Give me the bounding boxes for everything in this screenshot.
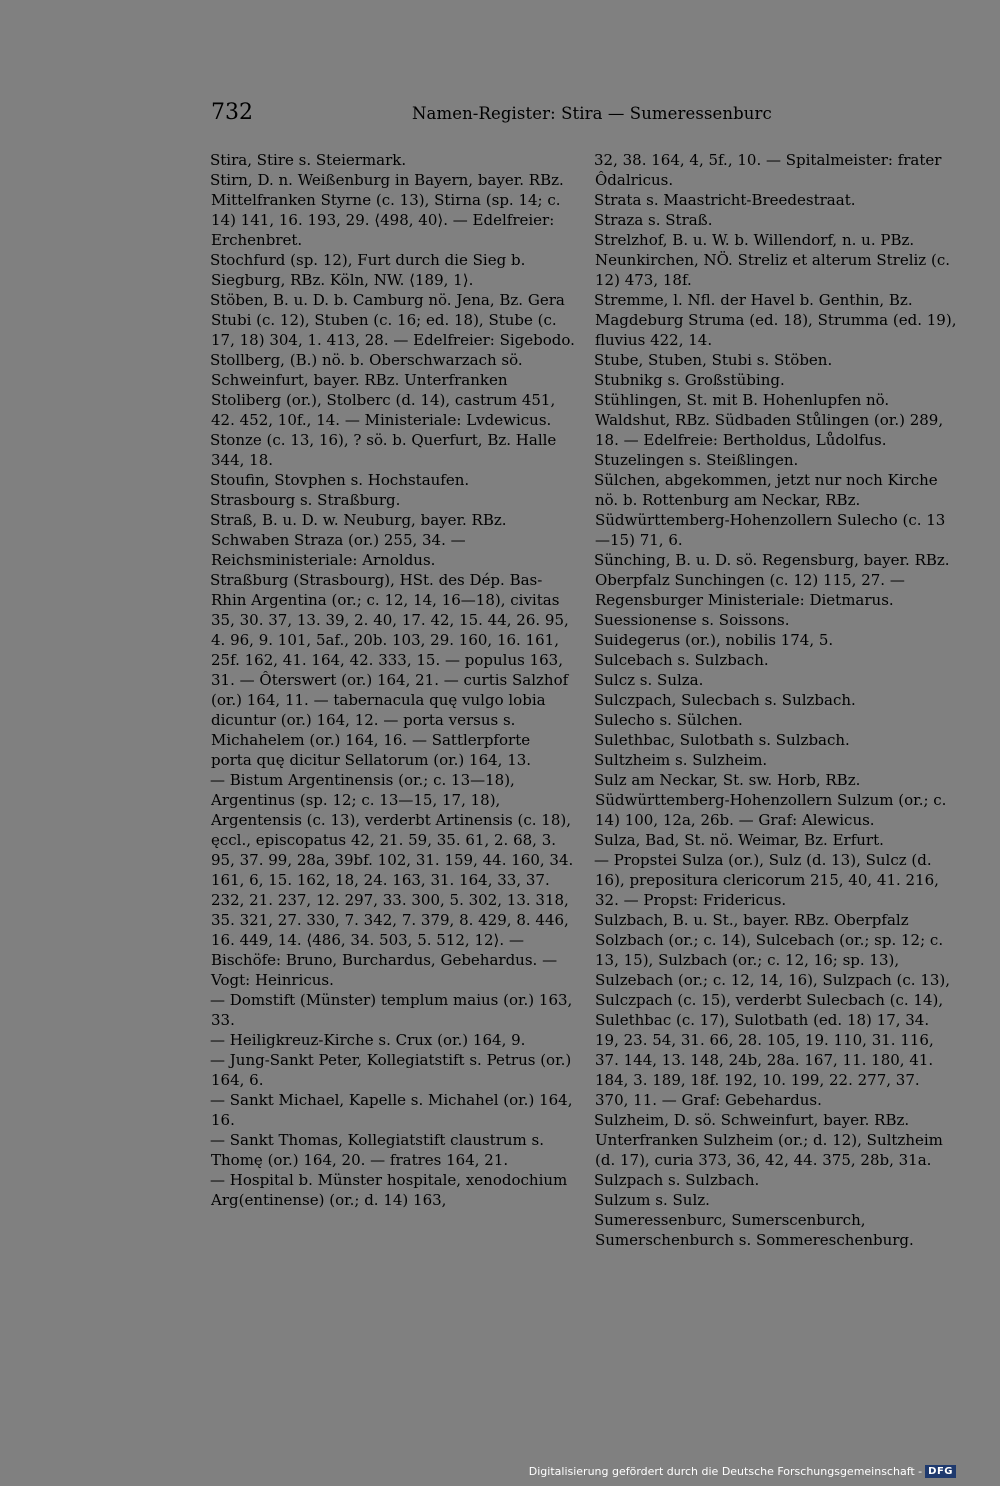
- index-entry: Sultzheim s. Sulzheim.: [594, 751, 768, 769]
- index-entry: Sulczpach, Sulecbach s. Sulzbach.: [594, 691, 856, 709]
- index-entry: Suidegerus (or.), nobilis 174, 5.: [594, 631, 834, 649]
- dfg-logo: DFG: [925, 1465, 956, 1478]
- index-entry: — Heiligkreuz-Kirche s. Crux (or.) 164, 9.: [210, 1031, 526, 1049]
- index-entry: — Propstei Sulza (or.), Sulz (d. 13), Sulcz (d. 16), prepositura clericorum 215, 40, 41. 216, 32. — Propst: Fridericus.: [594, 851, 939, 909]
- index-entry: Sulecho s. Sülchen.: [594, 711, 743, 729]
- index-entry: Stollberg, (B.) nö. b. Oberschwarzach sö. Schweinfurt, bayer. RBz. Unterfranken Stoliberg (or.), Stolberc (d. 14), castrum 451, 42. 452, 10f., 14. — Ministeriale: Lvdewicus.: [210, 351, 556, 429]
- index-entry: Sulzum s. Sulz.: [594, 1191, 710, 1209]
- index-entry: Stirn, D. n. Weißenburg in Bayern, bayer. RBz. Mittelfranken Styrne (c. 13), Stirna (sp. 14; c. 14) 141, 16. 193, 29. ⟨498, 40⟩. — Edelfreier: Erchenbret.: [210, 171, 564, 249]
- index-entry: — Domstift (Münster) templum maius (or.) 163, 33.: [210, 991, 573, 1029]
- index-entry: — Hospital b. Münster hospitale, xenodochium Arg(entinense) (or.; d. 14) 163,: [210, 1171, 568, 1209]
- index-entry: 32, 38. 164, 4, 5f., 10. — Spitalmeister: frater Ôdalricus.: [594, 151, 942, 189]
- index-entry: Sumeressenburc, Sumerscenburch, Sumerschenburch s. Sommereschenburg.: [594, 1211, 914, 1249]
- index-entry: Stöben, B. u. D. b. Camburg nö. Jena, Bz. Gera Stubi (c. 12), Stuben (c. 16; ed. 18), Stube (c. 17, 18) 304, 1. 413, 28. — Edelfreier: Sigebodo.: [210, 291, 575, 349]
- index-entry: Stuzelingen s. Steißlingen.: [594, 451, 799, 469]
- index-entry: Suessionense s. Soissons.: [594, 611, 790, 629]
- index-entry: Stonze (c. 13, 16), ? sö. b. Querfurt, Bz. Halle 344, 18.: [210, 431, 557, 469]
- index-entry: Strasbourg s. Straßburg.: [210, 491, 401, 509]
- index-entry: Sulcz s. Sulza.: [594, 671, 704, 689]
- index-entry: Strata s. Maastricht-Breedestraat.: [594, 191, 856, 209]
- index-entry: Stubnikg s. Großstübing.: [594, 371, 785, 389]
- index-entry: Stira, Stire s. Steiermark.: [210, 151, 407, 169]
- index-entry: Sulza, Bad, St. nö. Weimar, Bz. Erfurt.: [594, 831, 884, 849]
- running-head: Namen-Register: Stira — Sumeressenburc: [412, 104, 772, 123]
- index-entry: Sulzheim, D. sö. Schweinfurt, bayer. RBz. Unterfranken Sulzheim (or.; d. 12), Sultzheim (d. 17), curia 373, 36, 42, 44. 375, 28b, 31a.: [594, 1111, 943, 1169]
- index-entry: — Sankt Michael, Kapelle s. Michahel (or.) 164, 16.: [210, 1091, 573, 1129]
- page-number: 732: [211, 100, 253, 125]
- right-column: [595, 150, 957, 1250]
- index-entry: Sulcebach s. Sulzbach.: [594, 651, 769, 669]
- index-entry: Sulethbac, Sulotbath s. Sulzbach.: [594, 731, 850, 749]
- index-entry: — Sankt Thomas, Kollegiatstift claustrum s. Thomę (or.) 164, 20. — fratres 164, 21.: [210, 1131, 544, 1169]
- index-entry: Stochfurd (sp. 12), Furt durch die Sieg b. Siegburg, RBz. Köln, NW. ⟨189, 1⟩.: [210, 251, 526, 289]
- index-entry: Straß, B. u. D. w. Neuburg, bayer. RBz. Schwaben Straza (or.) 255, 34. — Reichsministeriale: Arnoldus.: [210, 511, 507, 569]
- index-entry: Stühlingen, St. mit B. Hohenlupfen nö. Waldshut, RBz. Südbaden Stůlingen (or.) 289, 18. — Edelfreie: Bertholdus, Lůdolfus.: [594, 391, 944, 449]
- index-entry: Straßburg (Strasbourg), HSt. des Dép. Bas-Rhin Argentina (or.; c. 12, 14, 16—18), civitas 35, 30. 37, 13. 39, 2. 40, 17. 42, 15. 44, 26. 95, 4. 96, 9. 101, 5af., 20b. 103, 29. 160, 16. 161, 25f. 162, 41. 164, 42. 333, 15. — populus 163, 31. — Ôterswert (or.) 164, 21. — curtis Salzhof (or.) 164, 11. — tabernacula quę vulgo lobia dicuntur (or.) 164, 12. — porta versus s. Michahelem (or.) 164, 16. — Sattlerpforte porta quę dicitur Sellatorum (or.) 164, 13.: [210, 571, 569, 769]
- index-entry: Sulzpach s. Sulzbach.: [594, 1171, 760, 1189]
- index-entry: Strelzhof, B. u. W. b. Willendorf, n. u. PBz. Neunkirchen, NÖ. Streliz et alterum Streliz (c. 12) 473, 18f.: [594, 231, 950, 289]
- left-column: [211, 150, 575, 1210]
- footer-credit-text: Digitalisierung gefördert durch die Deutsche Forschungsgemeinschaft -: [528, 1465, 923, 1478]
- index-entry: — Jung-Sankt Peter, Kollegiatstift s. Petrus (or.) 164, 6.: [210, 1051, 572, 1089]
- index-entry: Stoufin, Stovphen s. Hochstaufen.: [210, 471, 470, 489]
- index-entry: Stube, Stuben, Stubi s. Stöben.: [594, 351, 833, 369]
- index-entry: Stremme, l. Nfl. der Havel b. Genthin, Bz. Magdeburg Struma (ed. 18), Strumma (ed. 19), fluvius 422, 14.: [594, 291, 957, 349]
- index-entry: Sülchen, abgekommen, jetzt nur noch Kirche nö. b. Rottenburg am Neckar, RBz. Südwürttemberg-Hohenzollern Sulecho (c. 13—15) 71, 6.: [594, 471, 946, 549]
- index-entry: Sünching, B. u. D. sö. Regensburg, bayer. RBz. Oberpfalz Sunchingen (c. 12) 115, 27. — Regensburger Ministeriale: Dietmarus.: [594, 551, 950, 609]
- index-entry: Sulz am Neckar, St. sw. Horb, RBz. Südwürttemberg-Hohenzollern Sulzum (or.; c. 14) 100, 12a, 26b. — Graf: Alewicus.: [594, 771, 947, 829]
- index-entry: Sulzbach, B. u. St., bayer. RBz. Oberpfalz Solzbach (or.; c. 14), Sulcebach (or.; sp. 12; c. 13, 15), Sulzbach (or.; c. 12, 16; sp. 13), Sulzebach (or.; c. 12, 14, 16), Sulzpach (c. 13), Sulczpach (c. 15), verderbt Sulecbach (c. 14), Sulethbac (c. 17), Sulotbath (ed. 18) 17, 34. 19, 23. 54, 31. 66, 28. 105, 19. 110, 31. 116, 37. 144, 13. 148, 24b, 28a. 167, 11. 180, 41. 184, 3. 189, 18f. 192, 10. 199, 22. 277, 37. 370, 11. — Graf: Gebehardus.: [594, 911, 951, 1109]
- index-entry: — Bistum Argentinensis (or.; c. 13—18), Argentinus (sp. 12; c. 13—15, 17, 18), Argentensis (c. 13), verderbt Artinensis (c. 18), ęccl., episcopatus 42, 21. 59, 35. 61, 2. 68, 3. 95, 37. 99, 28a, 39bf. 102, 31. 159, 44. 160, 34. 161, 6, 15. 162, 18, 24. 163, 31. 164, 33, 37. 232, 21. 237, 12. 297, 33. 300, 5. 302, 13. 318, 35. 321, 27. 330, 7. 342, 7. 379, 8. 429, 8. 446, 16. 449, 14. ⟨486, 34. 503, 5. 512, 12⟩. — Bischöfe: Bruno, Burchardus, Gebehardus. — Vogt: Heinricus.: [210, 771, 574, 989]
- footer-credit: [529, 1465, 956, 1478]
- index-entry: Straza s. Straß.: [594, 211, 713, 229]
